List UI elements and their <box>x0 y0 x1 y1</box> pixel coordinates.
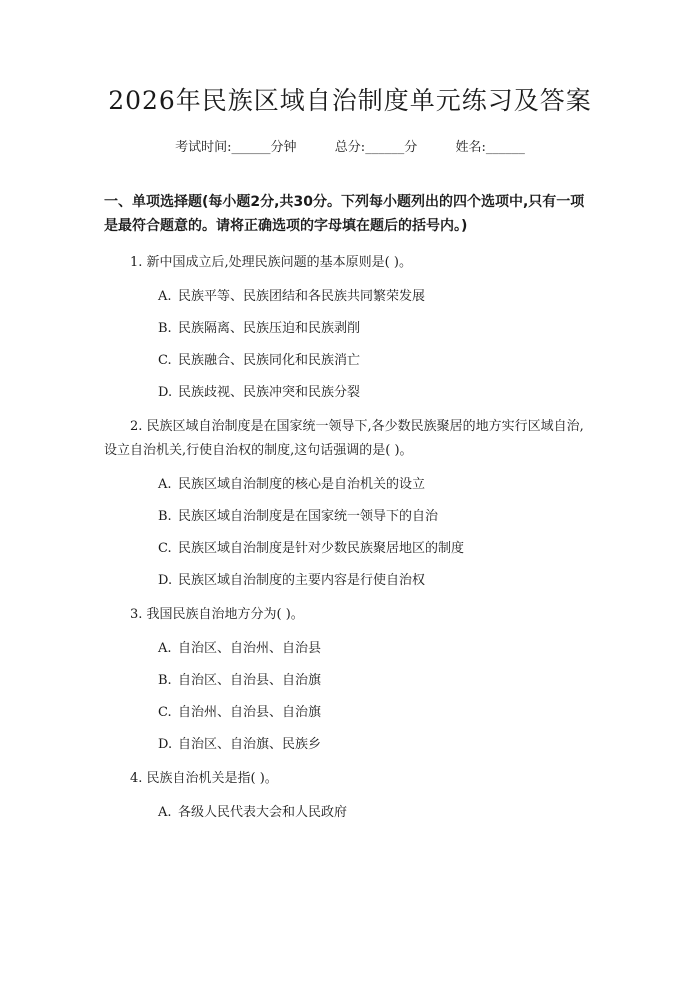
option-text: 民族平等、民族团结和各民族共同繁荣发展 <box>178 289 426 304</box>
score-unit: 分 <box>404 140 418 155</box>
name-label: 姓名: <box>455 140 486 155</box>
option-letter: C. <box>158 705 172 720</box>
option-text: 民族隔离、民族压迫和民族剥削 <box>178 321 361 336</box>
question-2: 2. 民族区域自治制度是在国家统一领导下,各少数民族聚居的地方实行区域自治,设立自治机关,行使自治权的制度,这句话强调的是( )。 <box>104 419 584 458</box>
section-heading: 一、单项选择题(每小题2分,共30分。下列每小题列出的四个选项中,只有一项是最符合题意的。请将正确选项的字母填在题后的括号内。) <box>104 194 585 234</box>
option-1b <box>104 319 596 339</box>
time-blank: ______ <box>231 140 271 155</box>
option-text: 民族歧视、民族冲突和民族分裂 <box>178 385 361 400</box>
option-letter: A. <box>158 805 172 820</box>
option-letter: A. <box>158 289 172 304</box>
time-unit: 分钟 <box>270 140 297 155</box>
option-letter: C. <box>158 541 172 556</box>
name-blank: ______ <box>485 140 525 155</box>
option-1c <box>104 351 596 371</box>
option-3c <box>104 703 596 723</box>
option-text: 民族区域自治制度是在国家统一领导下的自治 <box>178 509 439 524</box>
score-label: 总分: <box>334 140 366 155</box>
option-letter: D. <box>158 573 173 588</box>
option-text: 自治州、自治县、自治旗 <box>178 705 322 720</box>
option-2d <box>104 571 596 591</box>
question-3: 3. 我国民族自治地方分为( )。 <box>130 607 304 622</box>
option-letter: A. <box>158 641 172 656</box>
document-page <box>0 84 700 989</box>
option-2b <box>104 507 596 527</box>
question-1: 1. 新中国成立后,处理民族问题的基本原则是( )。 <box>130 255 412 270</box>
option-text: 民族区域自治制度是针对少数民族聚居地区的制度 <box>178 541 465 556</box>
option-text: 民族区域自治制度的主要内容是行使自治权 <box>178 573 426 588</box>
option-1a <box>104 287 596 307</box>
option-3d <box>104 735 596 755</box>
option-letter: D. <box>158 385 173 400</box>
option-text: 民族区域自治制度的核心是自治机关的设立 <box>178 477 426 492</box>
option-1d <box>104 383 596 403</box>
exam-meta <box>104 138 596 158</box>
option-2a <box>104 475 596 495</box>
option-text: 各级人民代表大会和人民政府 <box>178 805 348 820</box>
question-4: 4. 民族自治机关是指( )。 <box>130 771 278 786</box>
option-4a <box>104 803 596 823</box>
option-letter: B. <box>158 673 172 688</box>
option-2c <box>104 539 596 559</box>
option-text: 自治区、自治州、自治县 <box>178 641 322 656</box>
option-3b <box>104 671 596 691</box>
option-text: 民族融合、民族同化和民族消亡 <box>178 353 361 368</box>
score-blank: ______ <box>365 140 405 155</box>
option-3a <box>104 639 596 659</box>
option-text: 自治区、自治旗、民族乡 <box>178 737 322 752</box>
document-title: 2026年民族区域自治制度单元练习及答案 <box>108 86 592 115</box>
option-letter: B. <box>158 509 172 524</box>
option-letter: C. <box>158 353 172 368</box>
option-letter: B. <box>158 321 172 336</box>
option-letter: D. <box>158 737 173 752</box>
option-text: 自治区、自治县、自治旗 <box>178 673 322 688</box>
option-letter: A. <box>158 477 172 492</box>
time-label: 考试时间: <box>175 140 232 155</box>
